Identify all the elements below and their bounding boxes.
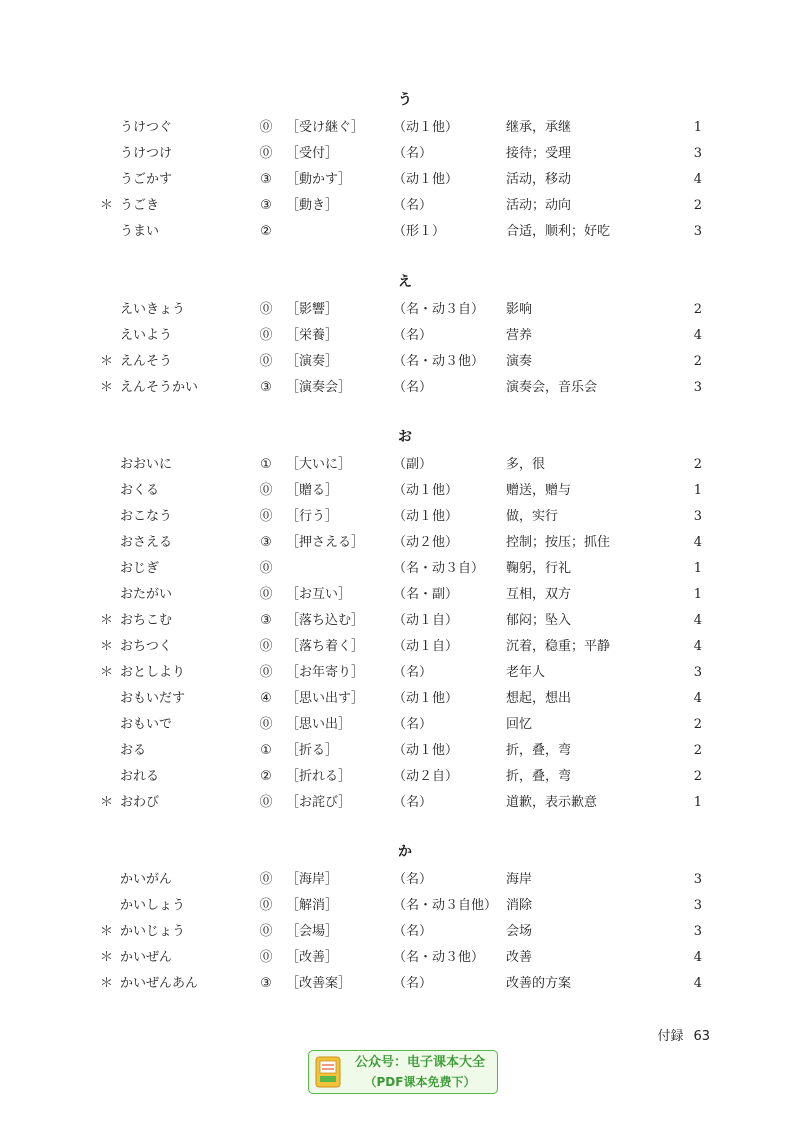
entry-meaning: 鞠躬，行礼 [506, 561, 572, 576]
entry-pos: （名） [393, 146, 433, 161]
entry-kanji: ［お詫び］ [286, 795, 352, 810]
entry-accent: ① [260, 743, 272, 758]
entry-level: 3 [693, 509, 702, 524]
entry-level: 1 [693, 561, 702, 576]
entry-pos: （名・副） [393, 587, 459, 602]
entry-level: 2 [693, 302, 702, 317]
entry-pos: （动１他） [393, 743, 459, 758]
entry-accent: ⓪ [259, 561, 273, 576]
entry-kana: おおいに [120, 457, 173, 472]
entry-kana: うごき [120, 198, 160, 213]
entry-accent: ⓪ [259, 795, 273, 810]
entry-meaning: 改善 [506, 950, 533, 965]
entry-kana: おこなう [120, 509, 173, 524]
entry-pos: （名） [393, 924, 433, 939]
entry-accent: ⓪ [259, 950, 273, 965]
entry-level: 3 [693, 380, 702, 395]
watermark-line-2: （PDF课本免费下） [364, 1075, 476, 1089]
entry-accent: ③ [260, 535, 272, 550]
entry-row [0, 637, 800, 657]
entry-row [0, 974, 800, 994]
entry-kanji: ［会場］ [286, 924, 339, 939]
entry-accent: ⓪ [259, 898, 273, 913]
entry-level: 4 [693, 328, 702, 343]
entry-kanji: ［落ち着く］ [286, 639, 365, 654]
entry-row [0, 533, 800, 553]
entry-kanji: ［思い出］ [286, 717, 352, 732]
entry-accent: ⓪ [259, 924, 273, 939]
entry-pos: （名・动３他） [393, 354, 485, 369]
entry-row [0, 741, 800, 761]
entry-pos: （形１） [393, 224, 446, 239]
section-heading: え [398, 274, 412, 290]
entry-meaning: 消除 [506, 898, 533, 913]
entry-meaning: 道歉，表示歉意 [506, 795, 598, 810]
entry-meaning: 折，叠，弯 [506, 743, 572, 758]
entry-kana: おくる [120, 483, 160, 498]
entry-mark: ＊ [100, 665, 114, 680]
entry-kana: うけつぐ [120, 120, 173, 135]
footer-label: 付録 [657, 1029, 684, 1044]
entry-accent: ② [260, 224, 272, 239]
entry-pos: （名） [393, 328, 433, 343]
entry-kana: おさえる [120, 535, 173, 550]
entry-kana: おもいで [120, 717, 173, 732]
section-heading: う [398, 92, 412, 108]
entry-kanji: ［改善］ [286, 950, 339, 965]
entry-kanji: ［栄養］ [286, 328, 339, 343]
entry-mark: ＊ [100, 950, 114, 965]
entry-row [0, 300, 800, 320]
entry-row [0, 170, 800, 190]
entry-kana: おる [120, 743, 147, 758]
entry-kana: うごかす [120, 172, 173, 187]
entry-kanji: ［解消］ [286, 898, 339, 913]
entry-pos: （动２他） [393, 535, 459, 550]
entry-meaning: 改善的方案 [506, 976, 572, 991]
entry-kana: かいじょう [120, 924, 186, 939]
entry-level: 4 [693, 613, 702, 628]
entry-meaning: 多，很 [506, 457, 546, 472]
entry-row [0, 352, 800, 372]
entry-kanji: ［落ち込む］ [286, 613, 365, 628]
entry-pos: （名・动３自他） [393, 898, 498, 913]
entry-kana: うけつけ [120, 146, 173, 161]
entry-pos: （动１自） [393, 639, 459, 654]
entry-pos: （动１他） [393, 509, 459, 524]
entry-row [0, 326, 800, 346]
entry-pos: （副） [393, 457, 433, 472]
entry-accent: ③ [260, 172, 272, 187]
entry-kana: おたがい [120, 587, 173, 602]
entry-level: 2 [693, 769, 702, 784]
entry-pos: （名・动３自） [393, 302, 485, 317]
entry-accent: ⓪ [259, 587, 273, 602]
entry-meaning: 做，实行 [506, 509, 559, 524]
entry-meaning: 赠送，赠与 [506, 483, 572, 498]
entry-pos: （动１他） [393, 120, 459, 135]
entry-row [0, 118, 800, 138]
entry-kana: おじぎ [120, 561, 160, 576]
entry-kana: えんそうかい [120, 380, 199, 395]
entry-level: 2 [693, 457, 702, 472]
entry-accent: ⓪ [259, 302, 273, 317]
entry-kanji: ［動かす］ [286, 172, 352, 187]
entry-row [0, 663, 800, 683]
entry-kanji: ［動き］ [286, 198, 339, 213]
section-heading: か [398, 844, 412, 860]
entry-meaning: 沉着，稳重；平静 [506, 639, 611, 654]
entry-level: 2 [693, 198, 702, 213]
entry-kanji: ［押さえる］ [286, 535, 365, 550]
entry-row [0, 870, 800, 890]
entry-kanji: ［思い出す］ [286, 691, 365, 706]
entry-level: 3 [693, 146, 702, 161]
entry-accent: ⓪ [259, 872, 273, 887]
entry-accent: ③ [260, 198, 272, 213]
entry-pos: （名） [393, 872, 433, 887]
entry-level: 2 [693, 717, 702, 732]
entry-accent: ⓪ [259, 717, 273, 732]
entry-level: 1 [693, 587, 702, 602]
section-heading: お [398, 429, 412, 445]
entry-kana: おれる [120, 769, 160, 784]
entry-mark: ＊ [100, 924, 114, 939]
entry-kana: えいきょう [120, 302, 186, 317]
entry-pos: （动１他） [393, 172, 459, 187]
entry-pos: （名） [393, 665, 433, 680]
entry-pos: （名） [393, 795, 433, 810]
entry-row [0, 689, 800, 709]
entry-meaning: 营养 [506, 328, 533, 343]
entry-meaning: 活动，移动 [506, 172, 572, 187]
entry-mark: ＊ [100, 613, 114, 628]
entry-accent: ⓪ [259, 120, 273, 135]
entry-meaning: 活动；动向 [506, 198, 572, 213]
entry-row [0, 559, 800, 579]
entry-accent: ⓪ [259, 328, 273, 343]
entry-kana: えんそう [120, 354, 173, 369]
entry-level: 3 [693, 872, 702, 887]
entry-kanji: ［贈る］ [286, 483, 339, 498]
entry-kana: おわび [120, 795, 160, 810]
entry-row [0, 378, 800, 398]
entry-mark: ＊ [100, 795, 114, 810]
entry-row [0, 793, 800, 813]
watermark-line-1: 公众号：电子课本大全 [354, 1055, 485, 1070]
entry-level: 4 [693, 976, 702, 991]
entry-row [0, 715, 800, 735]
entry-meaning: 继承，承继 [506, 120, 572, 135]
entry-row [0, 922, 800, 942]
entry-mark: ＊ [100, 354, 114, 369]
book-logo-icon [315, 1056, 341, 1088]
entry-level: 4 [693, 639, 702, 654]
entry-row [0, 611, 800, 631]
entry-kanji: ［演奏会］ [286, 380, 352, 395]
entry-kanji: ［海岸］ [286, 872, 339, 887]
entry-level: 1 [693, 483, 702, 498]
entry-level: 1 [693, 795, 702, 810]
entry-kana: かいぜんあん [120, 976, 199, 991]
entry-pos: （动１他） [393, 691, 459, 706]
entry-pos: （名） [393, 380, 433, 395]
entry-accent: ③ [260, 976, 272, 991]
entry-meaning: 会场 [506, 924, 533, 939]
entry-mark: ＊ [100, 639, 114, 654]
entry-mark: ＊ [100, 976, 114, 991]
entry-meaning: 回忆 [506, 717, 533, 732]
entry-kanji: ［お年寄り］ [286, 665, 365, 680]
entry-kana: えいよう [120, 328, 173, 343]
entry-meaning: 演奏会，音乐会 [506, 380, 598, 395]
entry-pos: （名） [393, 976, 433, 991]
entry-accent: ⓪ [259, 146, 273, 161]
entry-accent: ① [260, 457, 272, 472]
entry-mark: ＊ [100, 198, 114, 213]
entry-accent: ⓪ [259, 354, 273, 369]
entry-level: 4 [693, 691, 702, 706]
entry-level: 4 [693, 535, 702, 550]
entry-kanji: ［演奏］ [286, 354, 339, 369]
entry-accent: ③ [260, 380, 272, 395]
entry-accent: ④ [260, 691, 272, 706]
entry-meaning: 海岸 [506, 872, 533, 887]
entry-accent: ⓪ [259, 483, 273, 498]
entry-level: 3 [693, 665, 702, 680]
entry-accent: ⓪ [259, 509, 273, 524]
entry-row [0, 767, 800, 787]
entry-pos: （动２自） [393, 769, 459, 784]
entry-kanji: ［折れる］ [286, 769, 352, 784]
entry-kanji: ［行う］ [286, 509, 339, 524]
entry-pos: （名・动３他） [393, 950, 485, 965]
entry-meaning: 接待；受理 [506, 146, 572, 161]
entry-row [0, 481, 800, 501]
entry-pos: （名） [393, 198, 433, 213]
entry-accent: ⓪ [259, 665, 273, 680]
page-footer [620, 1027, 710, 1047]
entry-meaning: 影响 [506, 302, 533, 317]
entry-kana: かいがん [120, 872, 173, 887]
entry-accent: ③ [260, 613, 272, 628]
entry-pos: （名） [393, 717, 433, 732]
entry-kana: おちこむ [120, 613, 173, 628]
entry-level: 4 [693, 172, 702, 187]
entry-accent: ② [260, 769, 272, 784]
entry-kanji: ［改善案］ [286, 976, 352, 991]
entry-meaning: 折，叠，弯 [506, 769, 572, 784]
entry-level: 3 [693, 898, 702, 913]
entry-level: 1 [693, 120, 702, 135]
entry-kana: かいしょう [120, 898, 186, 913]
entry-meaning: 想起，想出 [506, 691, 572, 706]
entry-row [0, 144, 800, 164]
entry-meaning: 郁闷；坠入 [506, 613, 572, 628]
entry-kanji: ［大いに］ [286, 457, 352, 472]
entry-accent: ⓪ [259, 639, 273, 654]
entry-kana: うまい [120, 224, 160, 239]
entry-row [0, 507, 800, 527]
entry-kana: おもいだす [120, 691, 186, 706]
entry-kanji: ［折る］ [286, 743, 339, 758]
entry-row [0, 585, 800, 605]
entry-meaning: 互相，双方 [506, 587, 572, 602]
entry-kana: おちつく [120, 639, 172, 654]
entry-meaning: 控制；按压；抓住 [506, 535, 611, 550]
entry-level: 2 [693, 354, 702, 369]
entry-pos: （名・动３自） [393, 561, 485, 576]
entry-row [0, 948, 800, 968]
entry-row [0, 896, 800, 916]
entry-meaning: 合适，顺利；好吃 [506, 224, 611, 239]
entry-level: 4 [693, 950, 702, 965]
entry-row [0, 455, 800, 475]
entry-row [0, 196, 800, 216]
entry-kanji: ［影響］ [286, 302, 339, 317]
entry-meaning: 老年人 [506, 665, 546, 680]
entry-pos: （动１他） [393, 483, 459, 498]
entry-pos: （动１自） [393, 613, 459, 628]
entry-kanji: ［受付］ [286, 146, 339, 161]
entry-kanji: ［受け継ぐ］ [286, 120, 365, 135]
page-number: 63 [693, 1029, 710, 1044]
watermark-banner [308, 1050, 498, 1094]
entry-kana: かいぜん [120, 950, 173, 965]
entry-level: 3 [693, 224, 702, 239]
entry-mark: ＊ [100, 380, 114, 395]
entry-row [0, 222, 800, 242]
entry-kanji: ［お互い］ [286, 587, 352, 602]
entry-level: 3 [693, 924, 702, 939]
entry-kana: おとしより [120, 665, 186, 680]
entry-meaning: 演奏 [506, 354, 533, 369]
entry-level: 2 [693, 743, 702, 758]
